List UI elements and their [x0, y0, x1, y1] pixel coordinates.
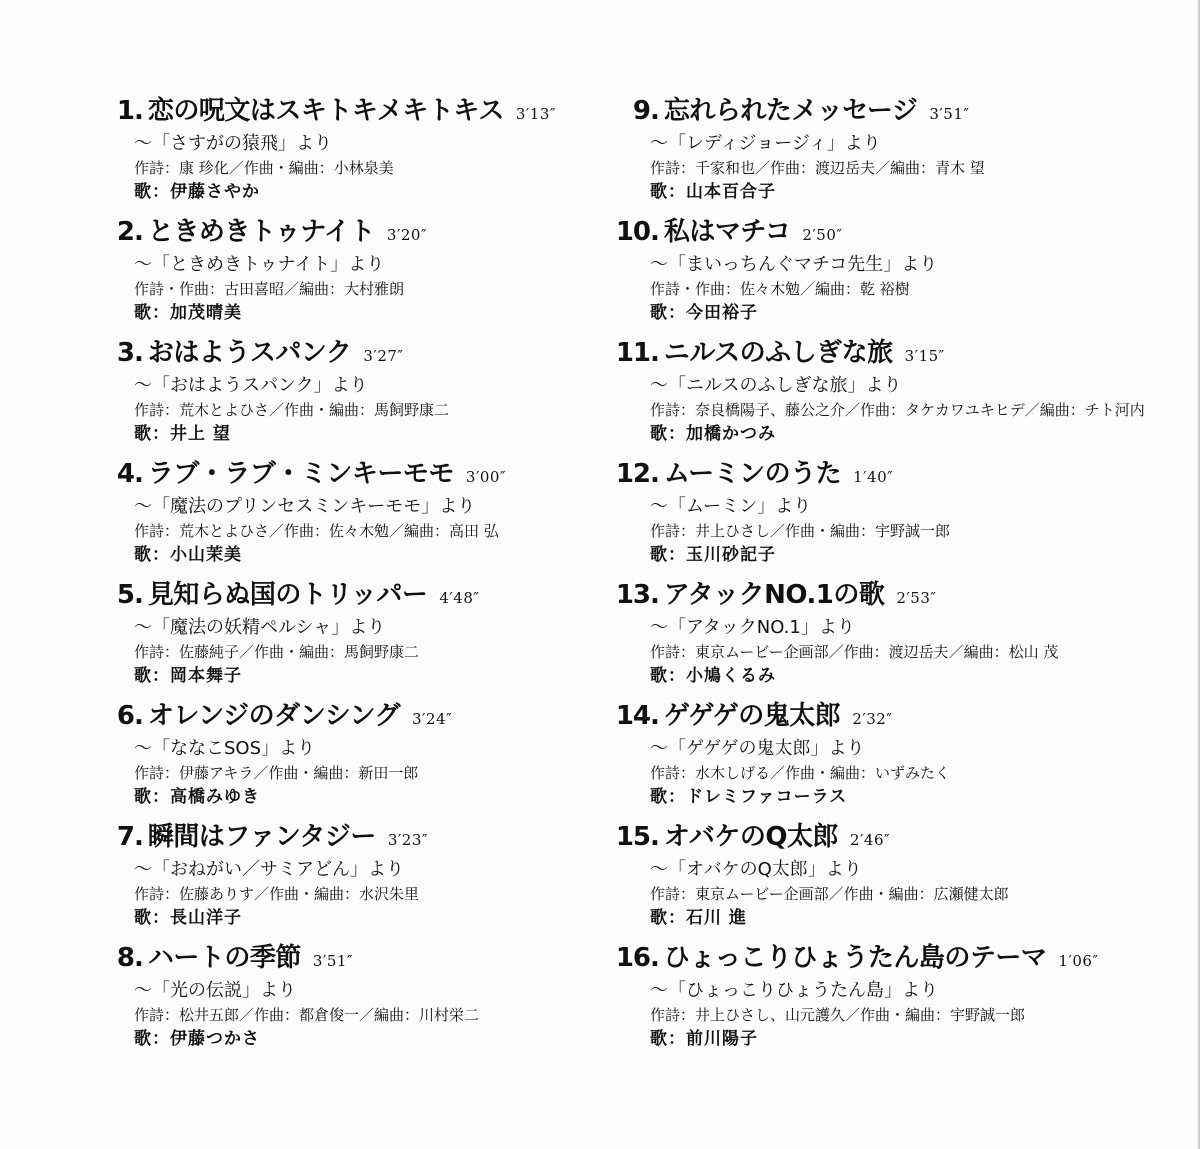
track-item: 13 . アタックNO.1の歌 2′53″ 〜「アタックNO.1」より 作詩：東京ムービー企画部／作曲：渡辺岳夫／編曲：松山 茂 歌：小鳩くるみ	[600, 574, 1180, 695]
track-source: 〜「ムーミン」より	[650, 496, 812, 517]
track-duration: 3′23″	[387, 831, 428, 849]
track-duration: 3′00″	[465, 468, 507, 486]
track-credits: 作詩：東京ムービー企画部／作曲・編曲：広瀬健太郎	[650, 885, 1009, 903]
track-source: 〜「アタックNO.1」より	[650, 617, 855, 638]
track-number: 2	[116, 217, 134, 247]
track-credits: 作詩・作曲：古田喜昭／編曲：大村雅朗	[134, 280, 405, 298]
track-singer: 歌：前川陽子	[650, 1029, 758, 1049]
track-credits: 作詩：奈良橋陽子、藤公之介／作曲：タケカワユキヒデ／編曲：チト河内	[650, 401, 1145, 419]
track-source: 〜「さすがの猿飛」より	[134, 133, 332, 154]
track-singer: 歌：加橋かつみ	[650, 424, 776, 444]
track-credits: 作詩：佐藤純子／作曲・編曲：馬飼野康二	[134, 643, 420, 661]
track-credits: 作詩：松井五郎／作曲：都倉俊一／編曲：川村栄二	[134, 1006, 480, 1024]
track-duration: 3′51″	[312, 952, 354, 970]
track-number: 7	[116, 822, 134, 852]
track-title: ニルスのふしぎな旅	[663, 338, 893, 368]
track-credits: 作詩：千家和也／作曲：渡辺岳夫／編曲：青木 望	[650, 159, 985, 177]
track-item: 4 . ラブ・ラブ・ミンキーモモ 3′00″ 〜「魔法のプリンセスミンキーモモ」より 作詩：荒木とよひさ／作曲：佐々木勉／編曲：高田 弘 歌：小山茉美	[100, 453, 660, 574]
track-singer: 歌：今田裕子	[650, 303, 758, 323]
track-title: オバケのQ太郎	[663, 822, 838, 852]
track-source: 〜「ななこSOS」より	[134, 738, 316, 759]
track-number: 8	[116, 943, 134, 973]
track-duration: 3′51″	[929, 105, 970, 123]
track-duration: 3′15″	[904, 347, 945, 365]
track-title: ひょっこりひょうたん島のテーマ	[663, 943, 1047, 973]
track-number: 10	[615, 217, 650, 247]
track-source: 〜「ときめきトゥナイト」より	[134, 254, 385, 275]
track-duration: 3′24″	[412, 710, 453, 728]
track-title: 見知らぬ国のトリッパー	[147, 580, 428, 610]
track-singer: 歌：小山茉美	[134, 545, 242, 565]
track-singer: 歌：玉川砂記子	[650, 545, 776, 565]
track-item: 14 . ゲゲゲの鬼太郎 2′32″ 〜「ゲゲゲの鬼太郎」より 作詩：水木しげる／作曲・編曲：いずみたく 歌：ドレミファコーラス	[600, 695, 1180, 816]
track-source: 〜「ゲゲゲの鬼太郎」より	[650, 738, 865, 759]
track-credits: 作詩：康 珍化／作曲・編曲：小林泉美	[134, 159, 394, 177]
track-title: ムーミンのうた	[663, 459, 842, 489]
track-singer: 歌：岡本舞子	[134, 666, 242, 686]
track-singer: 歌：加茂晴美	[134, 303, 242, 323]
track-number: 13	[615, 580, 650, 610]
track-credits: 作詩：井上ひさし／作曲・編曲：宇野誠一郎	[650, 522, 951, 540]
track-duration: 1′40″	[853, 468, 894, 486]
track-singer: 歌：伊藤つかさ	[134, 1029, 260, 1049]
track-credits: 作詩：井上ひさし、山元護久／作曲・編曲：宇野誠一郎	[650, 1006, 1026, 1024]
track-title: おはようスパンク	[147, 338, 352, 368]
track-duration: 2′50″	[802, 226, 843, 244]
track-item: 8 . ハートの季節 3′51″ 〜「光の伝説」より 作詩：松井五郎／作曲：都倉俊一／編曲：川村栄二 歌：伊藤つかさ	[100, 937, 660, 1058]
track-source: 〜「オバケのQ太郎」より	[650, 859, 862, 880]
track-singer: 歌：伊藤さやか	[134, 182, 260, 202]
track-number: 12	[615, 459, 650, 489]
track-number: 9	[632, 96, 650, 126]
track-title: オレンジのダンシング	[147, 701, 401, 731]
track-credits: 作詩：東京ムービー企画部／作曲：渡辺岳夫／編曲：松山 茂	[650, 643, 1059, 661]
track-source: 〜「魔法のプリンセスミンキーモモ」より	[134, 496, 476, 517]
track-source: 〜「光の伝説」より	[134, 980, 296, 1001]
track-source: 〜「ひょっこりひょうたん島」より	[650, 980, 938, 1001]
track-source: 〜「ニルスのふしぎな旅」より	[650, 375, 902, 396]
track-title: ハートの季節	[147, 943, 301, 973]
track-credits: 作詩：伊藤アキラ／作曲・編曲：新田一郎	[134, 764, 419, 782]
track-singer: 歌：井上 望	[134, 424, 231, 444]
track-duration: 2′53″	[896, 589, 937, 607]
track-singer: 歌：長山洋子	[134, 908, 242, 928]
track-item: 3 . おはようスパンク 3′27″ 〜「おはようスパンク」より 作詩：荒木とよひさ／作曲・編曲：馬飼野康二 歌：井上 望	[100, 332, 660, 453]
track-credits: 作詩：水木しげる／作曲・編曲：いずみたく	[650, 764, 951, 782]
track-title: 瞬間はファンタジー	[147, 822, 376, 852]
track-source: 〜「おねがい／サミアどん」より	[134, 859, 404, 880]
track-number: 15	[615, 822, 650, 852]
track-item: 5 . 見知らぬ国のトリッパー 4′48″ 〜「魔法の妖精ペルシャ」より 作詩：佐藤純子／作曲・編曲：馬飼野康二 歌：岡本舞子	[100, 574, 660, 695]
track-duration: 3′13″	[515, 105, 556, 123]
track-item: 11 . ニルスのふしぎな旅 3′15″ 〜「ニルスのふしぎな旅」より 作詩：奈良橋陽子、藤公之介／作曲：タケカワユキヒデ／編曲：チト河内 歌：加橋かつみ	[600, 332, 1180, 453]
track-title: ゲゲゲの鬼太郎	[663, 701, 841, 731]
track-title: 忘れられたメッセージ	[663, 96, 918, 126]
track-credits: 作詩・作曲：佐々木勉／編曲：乾 裕樹	[650, 280, 910, 298]
track-singer: 歌：高橋みゆき	[134, 787, 260, 807]
track-title: ときめきトゥナイト	[147, 217, 375, 247]
track-duration: 3′20″	[386, 226, 428, 244]
track-item: 12 . ムーミンのうた 1′40″ 〜「ムーミン」より 作詩：井上ひさし／作曲・編曲：宇野誠一郎 歌：玉川砂記子	[600, 453, 1180, 574]
track-number: 4	[116, 459, 134, 489]
track-title: ラブ・ラブ・ミンキーモモ	[147, 459, 454, 489]
track-source: 〜「レディジョージィ」より	[650, 133, 881, 154]
track-number: 11	[615, 338, 650, 368]
track-item: 16 . ひょっこりひょうたん島のテーマ 1′06″ 〜「ひょっこりひょうたん島」より 作詩：井上ひさし、山元護久／作曲・編曲：宇野誠一郎 歌：前川陽子	[600, 937, 1180, 1058]
track-column-right	[600, 90, 1180, 1058]
track-duration: 3′27″	[363, 347, 404, 365]
track-number: 14	[615, 701, 650, 731]
track-source: 〜「魔法の妖精ペルシャ」より	[134, 617, 386, 638]
track-singer: 歌：ドレミファコーラス	[650, 787, 848, 807]
track-item: 10 . 私はマチコ 2′50″ 〜「まいっちんぐマチコ先生」より 作詩・作曲：佐々木勉／編曲：乾 裕樹 歌：今田裕子	[600, 211, 1180, 332]
track-number: 16	[615, 943, 650, 973]
track-duration: 2′46″	[849, 831, 891, 849]
track-duration: 2′32″	[852, 710, 893, 728]
track-singer: 歌：小鳩くるみ	[650, 666, 776, 686]
track-number: 5	[116, 580, 134, 610]
track-credits: 作詩：荒木とよひさ／作曲・編曲：馬飼野康二	[134, 401, 450, 419]
track-duration: 1′06″	[1058, 952, 1099, 970]
track-item: 7 . 瞬間はファンタジー 3′23″ 〜「おねがい／サミアどん」より 作詩：佐藤ありす／作曲・編曲：水沢朱里 歌：長山洋子	[100, 816, 660, 937]
track-item: 2 . ときめきトゥナイト 3′20″ 〜「ときめきトゥナイト」より 作詩・作曲：古田喜昭／編曲：大村雅朗 歌：加茂晴美	[100, 211, 660, 332]
track-item: 9 . 忘れられたメッセージ 3′51″ 〜「レディジョージィ」より 作詩：千家和也／作曲：渡辺岳夫／編曲：青木 望 歌：山本百合子	[600, 90, 1180, 211]
track-number: 3	[116, 338, 134, 368]
track-source: 〜「まいっちんぐマチコ先生」より	[650, 254, 938, 275]
track-number: 1	[116, 96, 134, 126]
track-credits: 作詩：荒木とよひさ／作曲：佐々木勉／編曲：高田 弘	[134, 522, 499, 540]
track-item: 6 . オレンジのダンシング 3′24″ 〜「ななこSOS」より 作詩：伊藤アキラ／作曲・編曲：新田一郎 歌：高橋みゆき	[100, 695, 660, 816]
track-column-left	[100, 90, 660, 1058]
track-duration: 4′48″	[439, 589, 480, 607]
track-item: 1 . 恋の呪文はスキトキメキトキス 3′13″ 〜「さすがの猿飛」より 作詩：康 珍化／作曲・編曲：小林泉美 歌：伊藤さやか	[100, 90, 660, 211]
track-title: 私はマチコ	[663, 217, 791, 247]
track-singer: 歌：石川 進	[650, 908, 747, 928]
track-source: 〜「おはようスパンク」より	[134, 375, 368, 396]
track-title: アタックNO.1の歌	[663, 580, 885, 610]
track-number: 6	[116, 701, 134, 731]
track-singer: 歌：山本百合子	[650, 182, 776, 202]
track-item: 15 . オバケのQ太郎 2′46″ 〜「オバケのQ太郎」より 作詩：東京ムービー企画部／作曲・編曲：広瀬健太郎 歌：石川 進	[600, 816, 1180, 937]
track-title: 恋の呪文はスキトキメキトキス	[147, 96, 504, 126]
track-credits: 作詩：佐藤ありす／作曲・編曲：水沢朱里	[134, 885, 420, 903]
